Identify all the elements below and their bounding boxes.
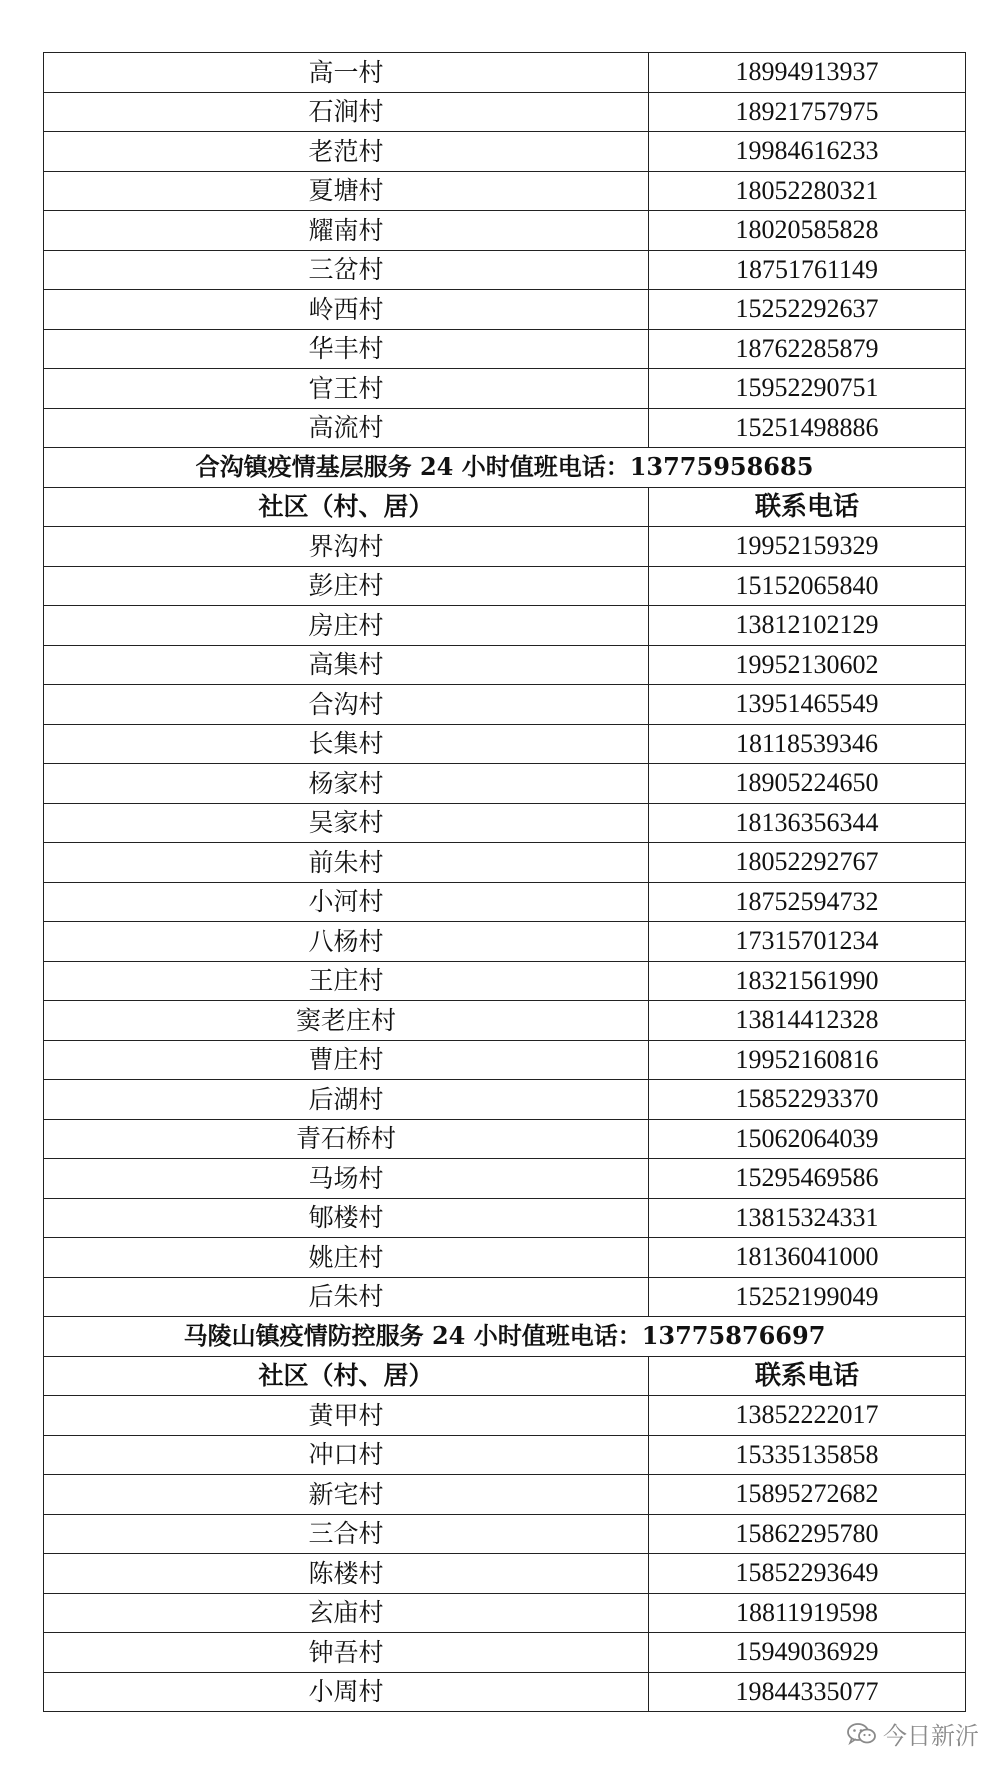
table-row: [44, 1040, 966, 1080]
village-name: 界沟村: [44, 527, 649, 567]
phone-number: 19952130602: [649, 645, 966, 685]
table-row: [44, 1238, 966, 1278]
table-row: [44, 1396, 966, 1436]
phone-number: 18136356344: [649, 803, 966, 843]
column-header-community: 社区（村、居）: [44, 1356, 649, 1396]
table-row: [44, 645, 966, 685]
watermark: [847, 1716, 979, 1751]
phone-number: 18136041000: [649, 1238, 966, 1278]
village-name: 前朱村: [44, 843, 649, 883]
village-name: 岭西村: [44, 290, 649, 330]
table-row: [44, 92, 966, 132]
phone-number: 18118539346: [649, 724, 966, 764]
watermark-text: 今日新沂: [883, 1722, 979, 1750]
table-row: [44, 685, 966, 725]
table-row: [44, 1277, 966, 1317]
table-row: [44, 566, 966, 606]
village-name: 三合村: [44, 1514, 649, 1554]
village-name: 小河村: [44, 882, 649, 922]
table-row: [44, 1001, 966, 1041]
village-name: 王庄村: [44, 961, 649, 1001]
village-name: 玄庙村: [44, 1593, 649, 1633]
table-row: [44, 882, 966, 922]
village-name: 吴家村: [44, 803, 649, 843]
phone-number: 15852293649: [649, 1554, 966, 1594]
village-name: 黄甲村: [44, 1396, 649, 1436]
phone-number: 15152065840: [649, 566, 966, 606]
table-row: [44, 1475, 966, 1515]
village-name: 耀南村: [44, 211, 649, 251]
table-row: [44, 171, 966, 211]
table-row: [44, 1119, 966, 1159]
village-name: 高一村: [44, 53, 649, 93]
village-name: 小周村: [44, 1672, 649, 1712]
table-row: [44, 961, 966, 1001]
phone-number: 19952159329: [649, 527, 966, 567]
phone-number: 18921757975: [649, 92, 966, 132]
table-row: [44, 1080, 966, 1120]
village-name: 新宅村: [44, 1475, 649, 1515]
phone-number: 18752594732: [649, 882, 966, 922]
village-name: 陈楼村: [44, 1554, 649, 1594]
table-row: [44, 329, 966, 369]
village-name: 姚庄村: [44, 1238, 649, 1278]
table-row: [44, 1672, 966, 1712]
phone-number: 13815324331: [649, 1198, 966, 1238]
table-row: [44, 1198, 966, 1238]
table-row: [44, 1435, 966, 1475]
phone-number: 18751761149: [649, 250, 966, 290]
phone-number: 18811919598: [649, 1593, 966, 1633]
table-row: [44, 53, 966, 93]
contact-table: [43, 52, 966, 1712]
table-row: [44, 922, 966, 962]
phone-number: 15949036929: [649, 1633, 966, 1673]
column-header-phone: 联系电话: [649, 1356, 966, 1396]
table-row: [44, 290, 966, 330]
village-name: 后湖村: [44, 1080, 649, 1120]
phone-number: 18321561990: [649, 961, 966, 1001]
phone-number: 18052280321: [649, 171, 966, 211]
phone-number: 13814412328: [649, 1001, 966, 1041]
phone-number: 15335135858: [649, 1435, 966, 1475]
village-name: 彭庄村: [44, 566, 649, 606]
wechat-icon: [847, 1722, 877, 1746]
table-row: [44, 1514, 966, 1554]
section-title-row: [44, 448, 966, 488]
phone-number: 19844335077: [649, 1672, 966, 1712]
table-row: [44, 724, 966, 764]
phone-number: 15295469586: [649, 1159, 966, 1199]
village-name: 夏塘村: [44, 171, 649, 211]
village-name: 长集村: [44, 724, 649, 764]
phone-number: 13812102129: [649, 606, 966, 646]
phone-number: 13951465549: [649, 685, 966, 725]
phone-number: 17315701234: [649, 922, 966, 962]
village-name: 房庄村: [44, 606, 649, 646]
village-name: 后朱村: [44, 1277, 649, 1317]
village-name: 高流村: [44, 408, 649, 448]
village-name: 八杨村: [44, 922, 649, 962]
phone-number: 18994913937: [649, 53, 966, 93]
table-row: [44, 132, 966, 172]
section-title: 马陵山镇疫情防控服务 24 小时值班电话：13775876697: [44, 1317, 966, 1357]
phone-number: 15062064039: [649, 1119, 966, 1159]
column-header-community: 社区（村、居）: [44, 487, 649, 527]
village-name: 石涧村: [44, 92, 649, 132]
phone-number: 15852293370: [649, 1080, 966, 1120]
table-row: [44, 527, 966, 567]
phone-number: 18052292767: [649, 843, 966, 883]
village-name: 官王村: [44, 369, 649, 409]
table-row: [44, 1593, 966, 1633]
phone-number: 15252292637: [649, 290, 966, 330]
phone-number: 13852222017: [649, 1396, 966, 1436]
village-name: 窦老庄村: [44, 1001, 649, 1041]
village-name: 冲口村: [44, 1435, 649, 1475]
phone-number: 15952290751: [649, 369, 966, 409]
section-title: 合沟镇疫情基层服务 24 小时值班电话：13775958685: [44, 448, 966, 488]
phone-number: 19984616233: [649, 132, 966, 172]
village-name: 三岔村: [44, 250, 649, 290]
column-header-phone: 联系电话: [649, 487, 966, 527]
section-title-row: [44, 1317, 966, 1357]
table-row: [44, 803, 966, 843]
header-row: [44, 1356, 966, 1396]
phone-number: 19952160816: [649, 1040, 966, 1080]
phone-number: 15895272682: [649, 1475, 966, 1515]
village-name: 曹庄村: [44, 1040, 649, 1080]
village-name: 青石桥村: [44, 1119, 649, 1159]
table-row: [44, 606, 966, 646]
table-row: [44, 1633, 966, 1673]
phone-number: 18905224650: [649, 764, 966, 804]
village-name: 华丰村: [44, 329, 649, 369]
phone-number: 18020585828: [649, 211, 966, 251]
village-name: 杨家村: [44, 764, 649, 804]
phone-number: 15251498886: [649, 408, 966, 448]
header-row: [44, 487, 966, 527]
table-row: [44, 764, 966, 804]
village-name: 老范村: [44, 132, 649, 172]
table-row: [44, 1159, 966, 1199]
phone-number: 18762285879: [649, 329, 966, 369]
table-row: [44, 211, 966, 251]
table-row: [44, 408, 966, 448]
table-row: [44, 843, 966, 883]
table-row: [44, 369, 966, 409]
phone-number: 15252199049: [649, 1277, 966, 1317]
village-name: 高集村: [44, 645, 649, 685]
table-row: [44, 1554, 966, 1594]
village-name: 钟吾村: [44, 1633, 649, 1673]
village-name: 马场村: [44, 1159, 649, 1199]
village-name: 合沟村: [44, 685, 649, 725]
village-name: 郇楼村: [44, 1198, 649, 1238]
phone-number: 15862295780: [649, 1514, 966, 1554]
table-row: [44, 250, 966, 290]
